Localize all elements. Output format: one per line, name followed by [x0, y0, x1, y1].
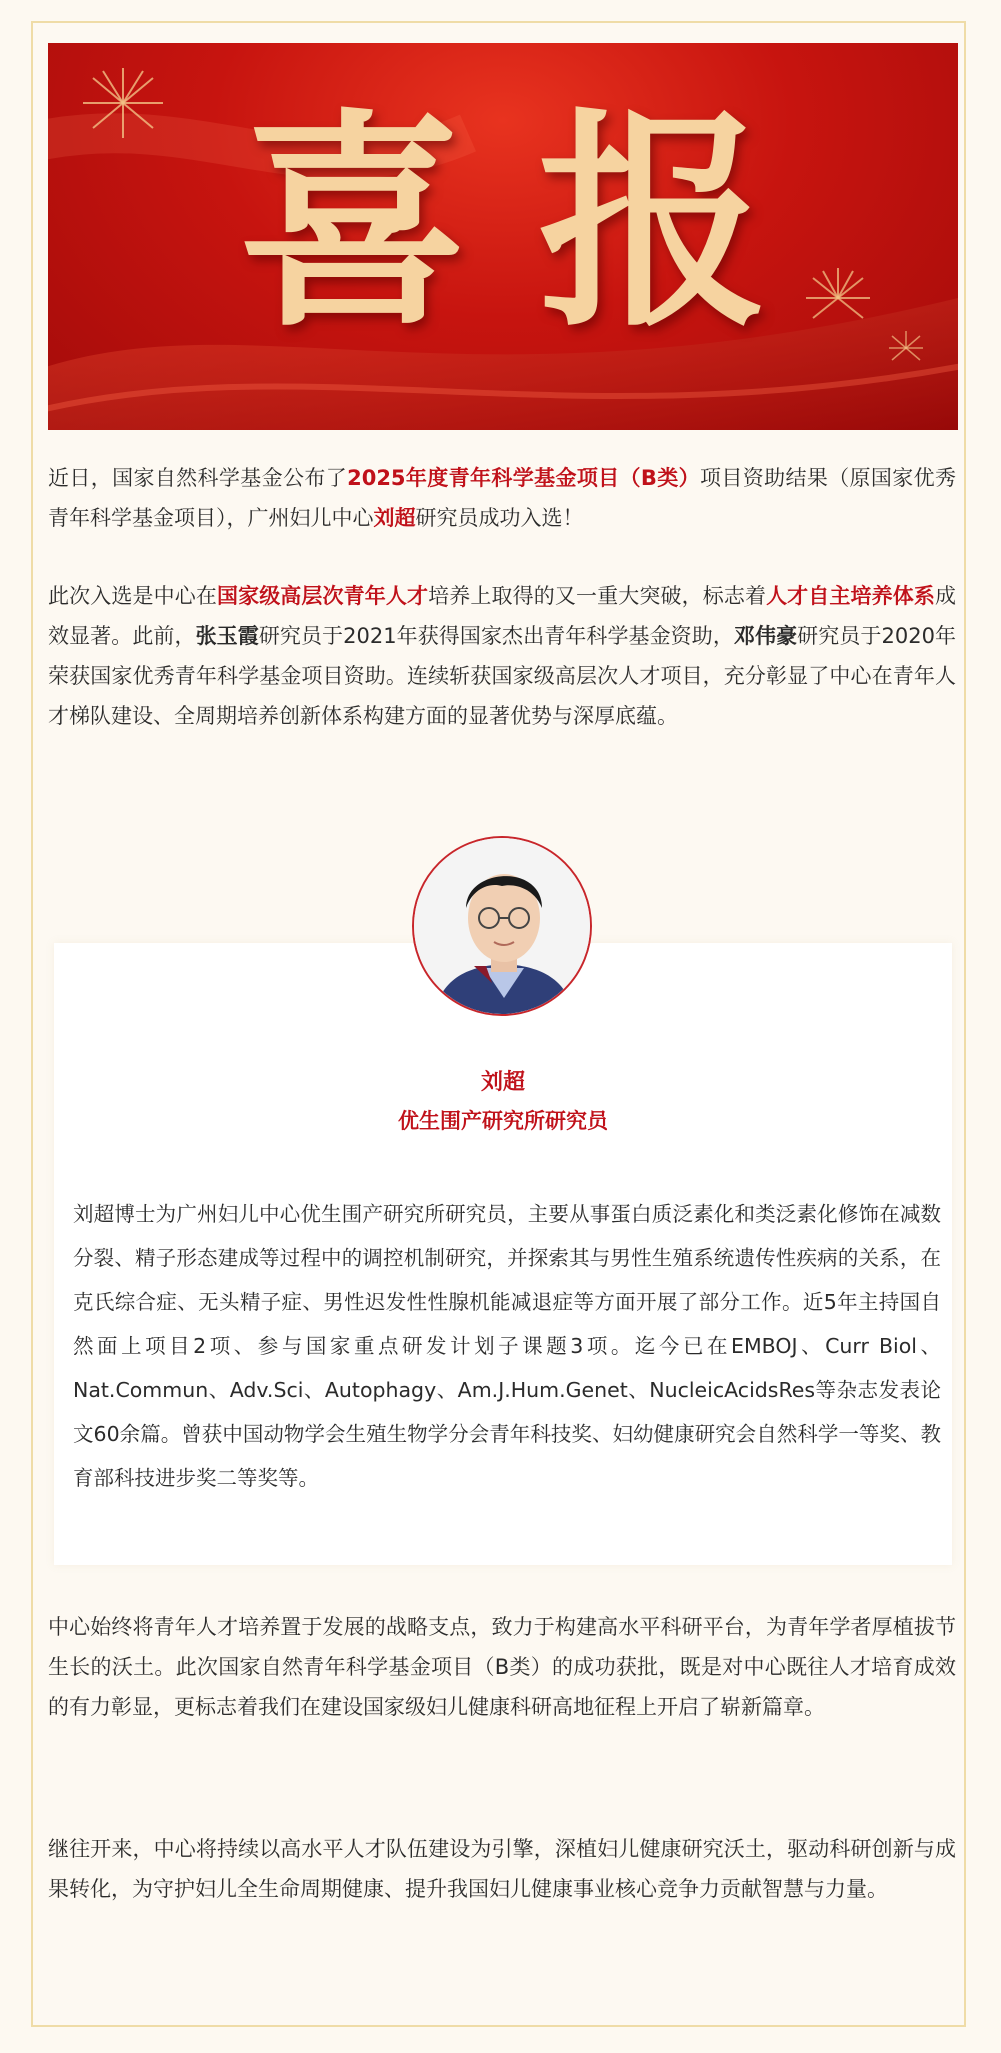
person-name-bold: 邓伟豪	[733, 624, 798, 648]
body-text: 成效显著。此前，	[48, 584, 957, 648]
profile-name: 刘超	[480, 1070, 525, 1095]
person-name-bold: 张玉霞	[195, 624, 259, 648]
portrait-icon	[414, 838, 592, 1016]
closing-paragraph-2: 继往开来，中心将持续以高水平人才队伍建设为引擎，深植妇儿健康研究沃土，驱动科研创新与成果转化，为守护妇儿全生命周期健康、提升我国妇儿健康事业核心竞争力贡献智慧与力量。	[48, 1837, 956, 1901]
body-text: 此次入选是中心在	[48, 584, 217, 608]
system-highlight: 人才自主培养体系	[766, 584, 936, 608]
body-text: 研究员于2021年获得国家杰出青年科学基金资助，	[258, 624, 734, 648]
intro-text: 项目资助结果（原国家优秀青年科学基金项目），广州妇儿中心	[48, 466, 957, 530]
body-text: 培养上取得的又一重大突破，标志着	[428, 584, 767, 608]
profile-bio: 刘超博士为广州妇儿中心优生围产研究所研究员，主要从事蛋白质泛素化和类泛素化修饰在减数分裂、精子形态建成等过程中的调控机制研究，并探索其与男性生殖系统遗传性疾病的关系，在克氏综合症、无头精子症、男性迟发性性腺机能减退症等方面开展了部分工作。近5年主持国自然面上项目2项、参与国家重点研发计划子课题3项。迄今已在EMBOJ、Curr Biol、Nat.Commun、Adv.Sci、Autophagy、Am.J.Hum.Genet、NucleicAcidsRes等杂志发表论文60余篇。曾获中国动物学会生殖生物学分会青年科技奖、妇幼健康研究会自然科学一等奖、教育部科技进步奖二等奖等。	[73, 1202, 941, 1490]
researcher-name-highlight: 刘超	[373, 506, 416, 530]
body-text: 研究员于2020年荣获国家优秀青年科学基金项目资助。连续斩获国家级高层次人才项目，充分彰显了中心在青年人才梯队建设、全周期培养创新体系构建方面的显著优势与深厚底蕴。	[48, 624, 957, 728]
announcement-banner	[48, 43, 958, 430]
avatar	[412, 836, 592, 1016]
profile-title: 优生围产研究所研究员	[398, 1109, 608, 1133]
closing-paragraph-1: 中心始终将青年人才培养置于发展的战略支点，致力于构建高水平科研平台，为青年学者厚植拔节生长的沃土。此次国家自然青年科学基金项目（B类）的成功获批，既是对中心既往人才培育成效的有力彰显，更标志着我们在建设国家级妇儿健康科研高地征程上开启了崭新篇章。	[48, 1615, 956, 1719]
talent-highlight: 国家级高层次青年人才	[216, 584, 429, 608]
intro-paragraph	[48, 458, 956, 538]
breakthrough-paragraph	[48, 576, 956, 736]
intro-text: 近日，国家自然科学基金公布了	[48, 466, 348, 490]
banner-title: 喜报	[238, 88, 838, 358]
intro-text: 研究员成功入选！	[415, 506, 584, 530]
grant-highlight: 2025年度青年科学基金项目（B类）	[347, 466, 701, 490]
